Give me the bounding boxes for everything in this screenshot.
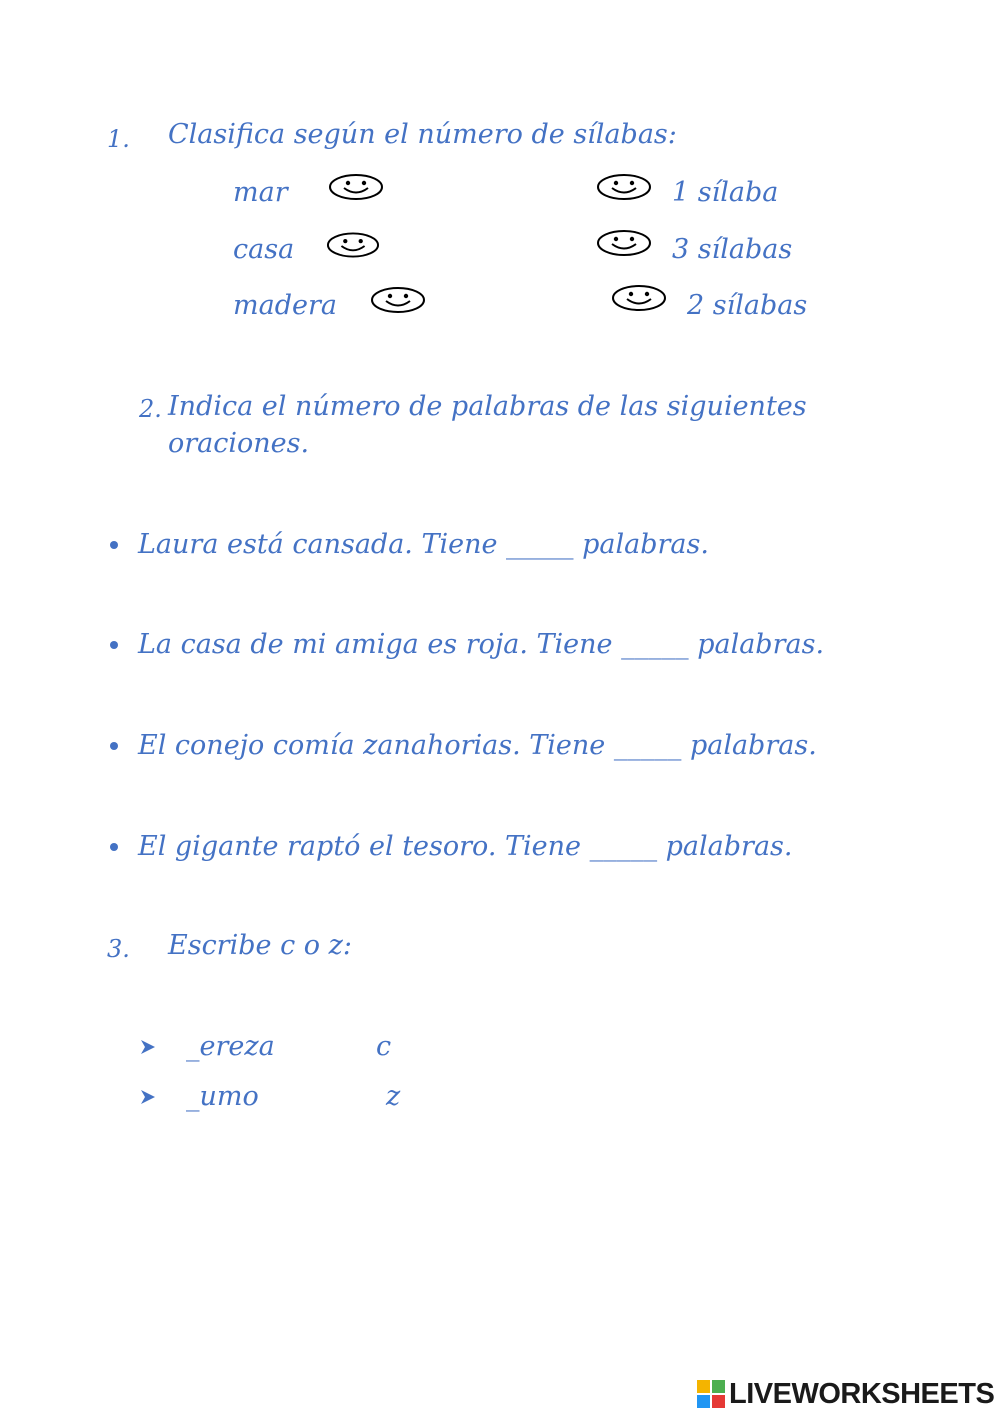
exercise2-title-cont: oraciones. [168,428,310,459]
exercise2-title: Indica el número de palabras de las siguientes [168,391,807,422]
bullet-icon [110,541,118,549]
logo-text: LIVEWORKSHEETS [729,1377,995,1410]
smiley-icon[interactable] [596,172,652,202]
bullet-icon [110,641,118,649]
word-casa: casa [233,234,295,265]
smiley-icon[interactable] [596,228,652,258]
answer-2-silabas: 2 sílabas [687,290,808,321]
item-ereza[interactable]: _ereza [186,1031,275,1062]
exercise1-number: 1. [107,125,130,153]
sentence-1[interactable]: Laura está cansada. Tiene _____ palabras. [138,529,709,560]
smiley-icon[interactable] [326,230,380,260]
smiley-icon[interactable] [328,172,384,202]
word-madera: madera [233,290,337,321]
liveworksheets-logo [697,1378,994,1410]
exercise2-number: 2. [139,395,162,423]
option-c[interactable]: c [376,1031,392,1062]
logo-grid-icon [697,1380,725,1408]
item-umo[interactable]: _umo [186,1081,259,1112]
exercise3-number: 3. [107,935,130,963]
sentence-4[interactable]: El gigante raptó el tesoro. Tiene _____ palabras. [138,831,793,862]
bullet-icon [110,843,118,851]
exercise1-title: Clasifica según el número de sílabas: [168,119,677,150]
word-mar: mar [233,177,288,208]
arrow-bullet-icon [139,1088,157,1106]
smiley-icon[interactable] [611,283,667,313]
bullet-icon [110,742,118,750]
smiley-icon[interactable] [370,285,426,315]
arrow-bullet-icon [139,1038,157,1056]
answer-1-silaba: 1 sílaba [672,177,779,208]
sentence-2[interactable]: La casa de mi amiga es roja. Tiene _____ palabras. [138,629,825,660]
exercise3-title: Escribe c o z: [168,930,352,961]
option-z[interactable]: z [386,1081,401,1112]
sentence-3[interactable]: El conejo comía zanahorias. Tiene _____ palabras. [138,730,817,761]
answer-3-silabas: 3 sílabas [672,234,793,265]
